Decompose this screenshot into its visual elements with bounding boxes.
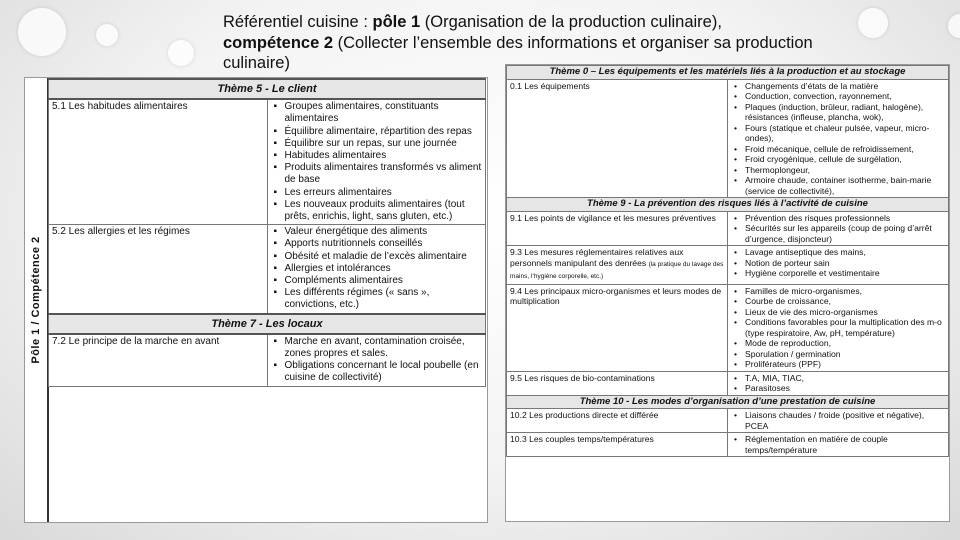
table-row: [507, 211, 949, 246]
table-row: [507, 433, 949, 457]
theme-7-heading: Thème 7 - Les locaux: [211, 317, 323, 330]
item-list: [271, 226, 483, 311]
theme-row: [507, 66, 949, 80]
table-row: [49, 99, 486, 225]
item-list: [731, 213, 945, 245]
left-table: [48, 78, 486, 387]
list-item: ▪ Compléments alimentaires: [285, 275, 483, 287]
table-row: [507, 284, 949, 371]
list-item: • Plaques (induction, brûleur, radiant, halogène), résistances (infleuse, plancha, wok),: [745, 102, 945, 123]
theme-10-heading: Thème 10 - Les modes d’organisation d’une prestation de cuisine: [507, 395, 949, 409]
list-item: ▪ Les différents régimes (« sans », convictions, etc.): [285, 287, 483, 311]
list-item: • Armoire chaude, container isotherme, bain-marie (service de collectivité),: [745, 175, 945, 196]
background-bubble: [948, 14, 960, 38]
list-item: • Parasitoses: [745, 383, 945, 394]
list-item: ▪ Valeur énergétique des aliments: [285, 226, 483, 238]
item-list: [271, 336, 483, 385]
list-item: ▪ Apports nutritionnels conseillés: [285, 238, 483, 250]
title-competence-suffix: (Collecter l’ensemble des informations et organiser sa production: [333, 33, 813, 52]
list-item: • Liaisons chaudes / froide (positive et négative), PCEA: [745, 410, 945, 431]
list-item: • Courbe de croissance,: [745, 296, 945, 307]
vertical-label: [25, 78, 49, 522]
list-item: • Froid cryogénique, cellule de surgélation,: [745, 154, 945, 165]
list-item: • Thermoplongeur,: [745, 165, 945, 176]
table-row: [507, 409, 949, 433]
list-item: ▪ Équilibre alimentaire, répartition des repas: [285, 126, 483, 138]
title-pole: pôle 1: [372, 13, 421, 31]
right-table-image: [505, 64, 950, 522]
list-item: • Hygiène corporelle et vestimentaire: [745, 268, 945, 279]
row-label: 5.2 Les allergies et les régimes: [49, 225, 268, 314]
row-label: 5.1 Les habitudes alimentaires: [49, 99, 268, 225]
list-item: ▪ Produits alimentaires transformés vs aliment de base: [285, 162, 483, 186]
title-prefix: Référentiel cuisine :: [223, 13, 373, 31]
vertical-label-text: Pôle 1 / Compétence 2: [30, 236, 42, 364]
item-list: [731, 410, 945, 431]
row-label: 9.5 Les risques de bio-contaminations: [507, 371, 728, 395]
list-item: • T.A, MIA, TIAC,: [745, 373, 945, 384]
list-item: ▪ Groupes alimentaires, constituants alimentaires: [285, 101, 483, 125]
item-list: [731, 434, 945, 455]
list-item: • Fours (statique et chaleur pulsée, vapeur, micro-ondes),: [745, 123, 945, 144]
list-item: • Notion de porteur sain: [745, 258, 945, 269]
table-row: [507, 79, 949, 198]
list-item: • Proliférateurs (PPF): [745, 359, 945, 370]
item-list: [271, 101, 483, 223]
table-row: [49, 334, 486, 386]
background-bubble: [18, 8, 66, 56]
title-line3: culinaire): [223, 54, 290, 72]
list-item: • Froid mécanique, cellule de refroidissement,: [745, 144, 945, 155]
list-item: • Familles de micro-organismes,: [745, 286, 945, 297]
list-item: • Conditions favorables pour la multiplication des m-o (type respiratoire, Aw, pH, température): [745, 317, 945, 338]
row-label: 10.3 Les couples temps/températures: [507, 433, 728, 457]
row-label-note: (la pratique du lavage des mains, l’hygiène corporelle, etc.): [510, 260, 724, 280]
theme-9-heading: Thème 9 - La prévention des risques liés à l’activité de cuisine: [507, 198, 949, 212]
table-row: [507, 246, 949, 285]
list-item: • Lavage antiseptique des mains,: [745, 247, 945, 258]
item-list: [731, 81, 945, 197]
row-label: 0.1 Les équipements: [507, 79, 728, 198]
list-item: ▪ Équilibre sur un repas, sur une journée: [285, 138, 483, 150]
list-item: ▪ Allergies et intolérances: [285, 263, 483, 275]
list-item: • Mode de reproduction,: [745, 338, 945, 349]
title-competence: compétence 2: [223, 33, 334, 52]
table-row: [507, 371, 949, 395]
row-label: 9.4 Les principaux micro-organismes et leurs modes de multiplication: [507, 284, 728, 371]
right-table: [506, 65, 949, 457]
item-list: [731, 247, 945, 279]
list-item: • Sporulation / germination: [745, 349, 945, 360]
theme-row: [49, 79, 486, 99]
background-bubble: [96, 24, 118, 46]
table-row: [49, 225, 486, 314]
title-pole-suffix: (Organisation de la production culinaire),: [420, 13, 722, 31]
list-item: • Lieux de vie des micro-organismes: [745, 307, 945, 318]
row-label: 9.1 Les points de vigilance et les mesures préventives: [507, 211, 728, 246]
list-item: • Changements d’états de la matière: [745, 81, 945, 92]
list-item: ▪ Marche en avant, contamination croisée, zones propres et sales.: [285, 336, 483, 360]
item-list: [731, 286, 945, 370]
row-label: 7.2 Le principe de la marche en avant: [49, 334, 268, 386]
list-item: • Réglementation en matière de couple temps/température: [745, 434, 945, 455]
theme-row: [507, 198, 949, 212]
theme-row: [507, 395, 949, 409]
theme-row: [49, 314, 486, 334]
list-item: ▪ Les erreurs alimentaires: [285, 187, 483, 199]
theme-5-heading: Thème 5 - Le client: [217, 83, 317, 95]
list-item: ▪ Les nouveaux produits alimentaires (tout prêts, enrichis, light, sans gluten, etc.): [285, 199, 483, 223]
list-item: • Conduction, convection, rayonnement,: [745, 91, 945, 102]
row-label: 9.3 Les mesures réglementaires relatives aux personnels manipulant des denrées: [510, 247, 684, 268]
left-table-image: [24, 77, 488, 523]
list-item: • Sécurités sur les appareils (coup de poing d’arrêt d’urgence, disjoncteur): [745, 223, 945, 244]
item-list: [731, 373, 945, 394]
list-item: ▪ Obligations concernant le local poubelle (en cuisine de collectivité): [285, 360, 483, 384]
list-item: ▪ Habitudes alimentaires: [285, 150, 483, 162]
background-bubble: [168, 40, 194, 66]
list-item: ▪ Obésité et maladie de l’excès alimentaire: [285, 251, 483, 263]
list-item: • Prévention des risques professionnels: [745, 213, 945, 224]
row-label: 10.2 Les productions directe et différée: [507, 409, 728, 433]
theme-0-heading: Thème 0 – Les équipements et les matériels liés à la production et au stockage: [507, 66, 949, 80]
